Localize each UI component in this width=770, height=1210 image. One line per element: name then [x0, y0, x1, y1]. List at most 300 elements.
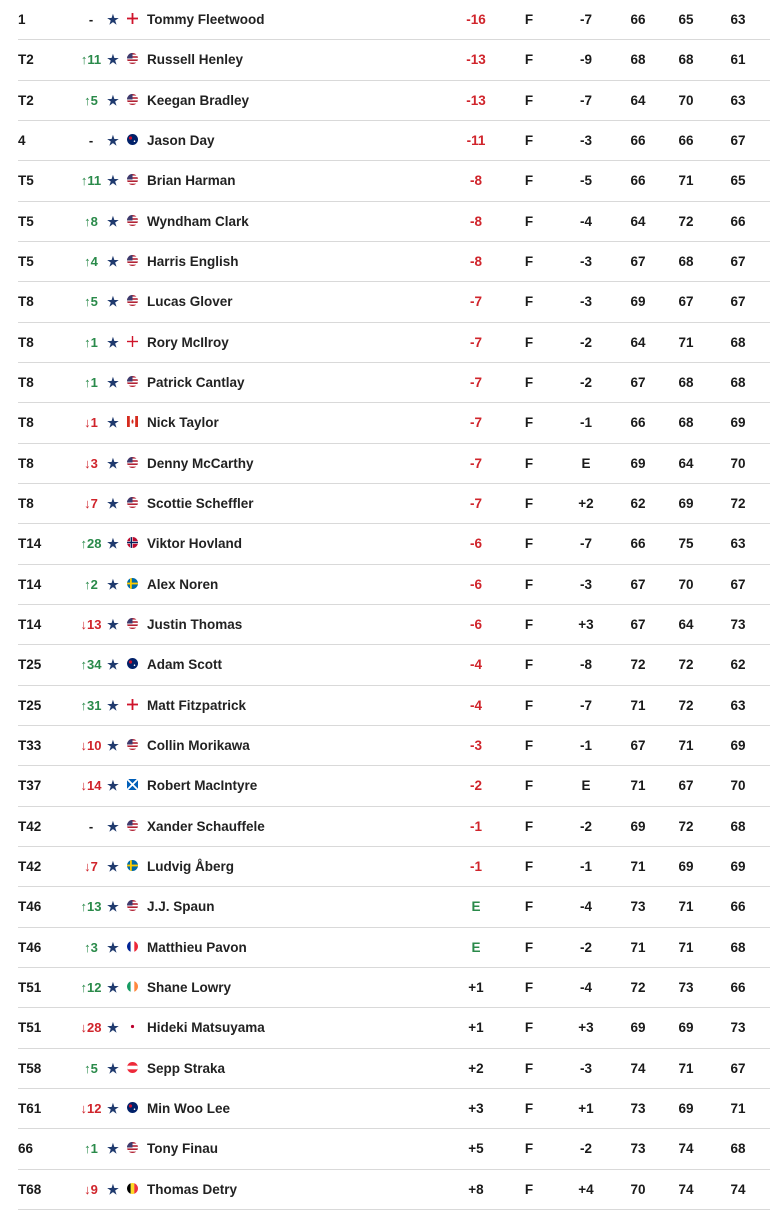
round-1-score: 67 [630, 374, 646, 390]
position-movement: ↑8 [84, 213, 98, 229]
today-score: -3 [579, 1060, 592, 1076]
position-movement: ↓7 [84, 858, 98, 874]
round-2-score: 67 [678, 778, 694, 794]
favorite-star-icon[interactable]: ★ [107, 1060, 119, 1076]
favorite-star-icon[interactable]: ★ [107, 1100, 119, 1116]
favorite-star-icon[interactable]: ★ [107, 1020, 119, 1036]
today-score: -3 [579, 132, 592, 148]
player-name[interactable]: Collin Morikawa [147, 737, 250, 753]
leaderboard-row[interactable] [18, 645, 770, 685]
usa-flag-icon [127, 1142, 138, 1153]
round-3-score: 63 [730, 536, 746, 552]
round-1-score: 69 [630, 1020, 646, 1036]
round-2-score: 71 [678, 939, 694, 955]
player-name[interactable]: Robert MacIntyre [147, 778, 258, 794]
round-2-score: 65 [678, 12, 694, 27]
today-score: -7 [579, 12, 592, 27]
total-to-par: -16 [466, 12, 486, 27]
thru: F [524, 1060, 534, 1076]
round-1-score: 67 [630, 576, 646, 592]
player-name[interactable]: Patrick Cantlay [147, 374, 245, 390]
today-score: E [581, 455, 591, 471]
leaderboard-row[interactable] [18, 0, 770, 40]
position-movement: ↑2 [84, 576, 98, 592]
thru: F [524, 294, 534, 310]
leaderboard-row[interactable] [18, 605, 770, 645]
round-3-score: 63 [730, 92, 746, 108]
round-1-score: 73 [630, 899, 646, 915]
player-name[interactable]: Min Woo Lee [147, 1100, 230, 1116]
today-score: -7 [579, 92, 592, 108]
round-3-score: 67 [730, 132, 746, 148]
position-movement: ↓14 [80, 778, 102, 794]
position: T61 [18, 1100, 42, 1116]
usa-flag-icon [127, 255, 138, 266]
round-3-score: 74 [730, 1181, 746, 1197]
thru: F [524, 415, 534, 431]
position: T68 [18, 1181, 42, 1197]
position: T2 [18, 52, 34, 68]
round-3-score: 69 [730, 737, 746, 753]
total-to-par: -7 [469, 374, 482, 390]
round-1-score: 69 [630, 294, 646, 310]
position: T14 [18, 576, 42, 592]
leaderboard-row[interactable] [18, 565, 770, 605]
player-name[interactable]: Denny McCarthy [147, 455, 254, 471]
round-1-score: 72 [630, 657, 646, 673]
position-movement: ↑34 [80, 657, 102, 673]
round-3-score: 73 [730, 1020, 746, 1036]
player-name[interactable]: Shane Lowry [147, 979, 232, 995]
leaderboard-row[interactable] [18, 928, 770, 968]
northern-ireland-flag-icon [127, 336, 138, 347]
leaderboard-row[interactable] [18, 766, 770, 806]
round-3-score: 68 [730, 939, 746, 955]
total-to-par: +8 [468, 1181, 484, 1197]
today-score: +4 [578, 1181, 594, 1197]
player-name[interactable]: Justin Thomas [147, 616, 243, 632]
position: T5 [18, 213, 34, 229]
position: T14 [18, 616, 42, 632]
today-score: -3 [579, 253, 592, 269]
round-2-score: 68 [678, 253, 694, 269]
position-movement: ↓9 [84, 1181, 98, 1197]
position: T8 [18, 495, 34, 511]
leaderboard-row[interactable] [18, 1049, 770, 1089]
leaderboard-row[interactable] [18, 686, 770, 726]
total-to-par: -7 [469, 455, 482, 471]
round-3-score: 66 [730, 899, 746, 915]
round-2-score: 72 [678, 818, 694, 834]
usa-flag-icon [127, 457, 138, 468]
total-to-par: +5 [468, 1141, 484, 1157]
leaderboard-row[interactable] [18, 323, 770, 363]
leaderboard-row[interactable] [18, 242, 770, 282]
round-2-score: 71 [678, 737, 694, 753]
today-score: -1 [579, 737, 592, 753]
position: T25 [18, 657, 42, 673]
thru: F [524, 778, 534, 794]
usa-flag-icon [127, 94, 138, 105]
favorite-star-icon[interactable]: ★ [107, 334, 119, 350]
position-movement: ↓3 [84, 455, 98, 471]
favorite-star-icon[interactable]: ★ [107, 132, 119, 148]
round-3-score: 68 [730, 334, 746, 350]
round-3-score: 63 [730, 697, 746, 713]
leaderboard-row[interactable] [18, 40, 770, 80]
total-to-par: -6 [469, 576, 482, 592]
leaderboard-row[interactable] [18, 484, 770, 524]
player-name[interactable]: Xander Schauffele [147, 818, 265, 834]
thru: F [524, 92, 534, 108]
player-name[interactable]: Tommy Fleetwood [147, 12, 265, 27]
position: T51 [18, 1020, 42, 1036]
today-score: +3 [578, 616, 594, 632]
round-1-score: 72 [630, 979, 646, 995]
canada-flag-icon [127, 416, 138, 427]
round-2-score: 72 [678, 657, 694, 673]
position-movement: ↑11 [80, 173, 102, 189]
position-movement: ↓12 [80, 1100, 102, 1116]
player-name[interactable]: Nick Taylor [147, 415, 219, 431]
position-movement: - [88, 12, 94, 27]
total-to-par: -6 [469, 616, 482, 632]
favorite-star-icon[interactable]: ★ [107, 778, 119, 794]
total-to-par: -11 [466, 132, 486, 148]
leaderboard-row[interactable] [18, 887, 770, 927]
round-3-score: 73 [730, 616, 746, 632]
favorite-star-icon[interactable]: ★ [107, 616, 119, 632]
player-name[interactable]: Viktor Hovland [147, 536, 243, 552]
france-flag-icon [127, 941, 138, 952]
player-name[interactable]: Lucas Glover [147, 294, 233, 310]
round-3-score: 72 [730, 495, 746, 511]
player-name[interactable]: Adam Scott [147, 657, 223, 673]
round-1-score: 73 [630, 1141, 646, 1157]
position-movement: ↑12 [80, 979, 102, 995]
total-to-par: -1 [469, 818, 482, 834]
player-name[interactable]: Tony Finau [147, 1141, 218, 1157]
round-1-score: 67 [630, 253, 646, 269]
usa-flag-icon [127, 739, 138, 750]
leaderboard-row[interactable] [18, 726, 770, 766]
position-movement: ↑1 [84, 334, 98, 350]
round-2-score: 69 [678, 858, 694, 874]
favorite-star-icon[interactable]: ★ [107, 253, 119, 269]
round-3-score: 68 [730, 1141, 746, 1157]
australia-flag-icon [127, 1102, 138, 1113]
total-to-par: -13 [466, 92, 486, 108]
leaderboard-row[interactable] [18, 81, 770, 121]
round-1-score: 67 [630, 616, 646, 632]
total-to-par: -8 [469, 253, 482, 269]
sweden-flag-icon [127, 860, 138, 871]
player-name[interactable]: Matthieu Pavon [147, 939, 247, 955]
position-movement: ↓28 [80, 1020, 102, 1036]
round-1-score: 71 [630, 858, 646, 874]
england-flag-icon [127, 699, 138, 710]
favorite-star-icon[interactable]: ★ [107, 697, 119, 713]
round-3-score: 70 [730, 778, 746, 794]
favorite-star-icon[interactable]: ★ [107, 374, 119, 390]
today-score: -2 [579, 939, 592, 955]
round-1-score: 69 [630, 455, 646, 471]
today-score: +2 [578, 495, 594, 511]
round-3-score: 69 [730, 415, 746, 431]
norway-flag-icon [127, 537, 138, 548]
leaderboard-row[interactable] [18, 202, 770, 242]
round-3-score: 68 [730, 374, 746, 390]
round-2-score: 68 [678, 374, 694, 390]
round-1-score: 71 [630, 778, 646, 794]
position-movement: ↑5 [84, 294, 98, 310]
usa-flag-icon [127, 174, 138, 185]
thru: F [524, 576, 534, 592]
player-name[interactable]: Rory McIlroy [147, 334, 229, 350]
player-name[interactable]: J.J. Spaun [147, 899, 215, 915]
round-3-score: 67 [730, 1060, 746, 1076]
ireland-flag-icon [127, 981, 138, 992]
round-2-score: 64 [678, 455, 694, 471]
round-2-score: 72 [678, 697, 694, 713]
thru: F [524, 899, 534, 915]
total-to-par: -13 [466, 52, 486, 68]
round-3-score: 66 [730, 979, 746, 995]
player-name[interactable]: Russell Henley [147, 52, 244, 68]
position: T58 [18, 1060, 42, 1076]
round-1-score: 66 [630, 536, 646, 552]
position: T8 [18, 334, 34, 350]
round-2-score: 64 [678, 616, 694, 632]
position: T8 [18, 415, 34, 431]
round-1-score: 66 [630, 12, 646, 27]
favorite-star-icon[interactable]: ★ [107, 173, 119, 189]
round-1-score: 69 [630, 818, 646, 834]
thru: F [524, 536, 534, 552]
today-score: -2 [579, 334, 592, 350]
round-3-score: 70 [730, 455, 746, 471]
usa-flag-icon [127, 215, 138, 226]
favorite-star-icon[interactable]: ★ [107, 536, 119, 552]
favorite-star-icon[interactable]: ★ [107, 657, 119, 673]
position: T42 [18, 858, 42, 874]
round-2-score: 69 [678, 495, 694, 511]
thru: F [524, 616, 534, 632]
round-3-score: 63 [730, 12, 746, 27]
round-1-score: 66 [630, 132, 646, 148]
position-movement: ↑28 [80, 536, 102, 552]
player-name[interactable]: Scottie Scheffler [147, 495, 254, 511]
round-1-score: 62 [630, 495, 646, 511]
round-3-score: 67 [730, 253, 746, 269]
favorite-star-icon[interactable]: ★ [107, 12, 119, 27]
position: T5 [18, 253, 34, 269]
leaderboard-row[interactable] [18, 807, 770, 847]
today-score: -2 [579, 1141, 592, 1157]
total-to-par: -1 [469, 858, 482, 874]
favorite-star-icon[interactable]: ★ [107, 213, 119, 229]
round-2-score: 70 [678, 92, 694, 108]
favorite-star-icon[interactable]: ★ [107, 1141, 119, 1157]
favorite-star-icon[interactable]: ★ [107, 979, 119, 995]
round-2-score: 69 [678, 1020, 694, 1036]
leaderboard-row[interactable] [18, 1008, 770, 1048]
player-name[interactable]: Jason Day [147, 132, 215, 148]
round-2-score: 70 [678, 576, 694, 592]
thru: F [524, 737, 534, 753]
england-flag-icon [127, 13, 138, 24]
position-movement: ↑5 [84, 1060, 98, 1076]
thru: F [524, 657, 534, 673]
today-score: -2 [579, 818, 592, 834]
player-name[interactable]: Brian Harman [147, 173, 236, 189]
round-3-score: 62 [730, 657, 746, 673]
leaderboard-row[interactable] [18, 1129, 770, 1169]
favorite-star-icon[interactable]: ★ [107, 737, 119, 753]
today-score: -4 [579, 979, 592, 995]
today-score: -2 [579, 374, 592, 390]
favorite-star-icon[interactable]: ★ [107, 294, 119, 310]
position-movement: ↑13 [80, 899, 102, 915]
position: T37 [18, 778, 42, 794]
thru: F [524, 1141, 534, 1157]
today-score: -7 [579, 536, 592, 552]
round-2-score: 69 [678, 1100, 694, 1116]
player-name[interactable]: Matt Fitzpatrick [147, 697, 247, 713]
position-movement: - [88, 132, 94, 148]
usa-flag-icon [127, 295, 138, 306]
position-movement: ↓10 [80, 737, 102, 753]
round-1-score: 67 [630, 737, 646, 753]
thru: F [524, 253, 534, 269]
leaderboard-row[interactable] [18, 121, 770, 161]
thru: F [524, 12, 534, 27]
thru: F [524, 52, 534, 68]
australia-flag-icon [127, 658, 138, 669]
leaderboard-row[interactable] [18, 363, 770, 403]
player-name[interactable]: Ludvig Åberg [147, 858, 234, 874]
today-score: E [581, 778, 591, 794]
round-1-score: 68 [630, 52, 646, 68]
round-2-score: 75 [678, 536, 694, 552]
total-to-par: -7 [469, 495, 482, 511]
round-2-score: 71 [678, 173, 694, 189]
total-to-par: +1 [468, 979, 484, 995]
position-movement: ↓7 [84, 495, 98, 511]
round-1-score: 64 [630, 92, 646, 108]
leaderboard-row[interactable] [18, 282, 770, 322]
position-movement: ↓13 [80, 616, 102, 632]
favorite-star-icon[interactable]: ★ [107, 576, 119, 592]
player-name[interactable]: Alex Noren [147, 576, 219, 592]
position: T42 [18, 818, 42, 834]
leaderboard-row[interactable] [18, 444, 770, 484]
player-name[interactable]: Keegan Bradley [147, 92, 250, 108]
position: T8 [18, 374, 34, 390]
position-movement: ↑1 [84, 374, 98, 390]
favorite-star-icon[interactable]: ★ [107, 92, 119, 108]
total-to-par: -6 [469, 536, 482, 552]
thru: F [524, 939, 534, 955]
leaderboard-row[interactable] [18, 1089, 770, 1129]
round-2-score: 68 [678, 415, 694, 431]
thru: F [524, 818, 534, 834]
round-3-score: 61 [730, 52, 746, 68]
today-score: -4 [579, 213, 592, 229]
australia-flag-icon [127, 134, 138, 145]
total-to-par: -3 [469, 737, 482, 753]
round-3-score: 69 [730, 858, 746, 874]
round-1-score: 71 [630, 697, 646, 713]
today-score: -4 [579, 899, 592, 915]
position: T46 [18, 939, 42, 955]
total-to-par: +3 [468, 1100, 484, 1116]
round-3-score: 65 [730, 173, 746, 189]
thru: F [524, 173, 534, 189]
leaderboard-row[interactable] [18, 161, 770, 201]
thru: F [524, 455, 534, 471]
favorite-star-icon[interactable]: ★ [107, 899, 119, 915]
favorite-star-icon[interactable]: ★ [107, 455, 119, 471]
leaderboard-row[interactable] [18, 524, 770, 564]
thru: F [524, 1181, 534, 1197]
round-1-score: 73 [630, 1100, 646, 1116]
player-name[interactable]: Thomas Detry [147, 1181, 238, 1197]
player-name[interactable]: Harris English [147, 253, 239, 269]
round-1-score: 64 [630, 334, 646, 350]
favorite-star-icon[interactable]: ★ [107, 415, 119, 431]
total-to-par: -2 [469, 778, 482, 794]
round-2-score: 73 [678, 979, 694, 995]
favorite-star-icon[interactable]: ★ [107, 858, 119, 874]
round-2-score: 67 [678, 294, 694, 310]
leaderboard-row[interactable] [18, 847, 770, 887]
position-movement: ↑3 [84, 939, 98, 955]
favorite-star-icon[interactable]: ★ [107, 495, 119, 511]
thru: F [524, 334, 534, 350]
leaderboard-row[interactable] [18, 968, 770, 1008]
position-movement: ↑5 [84, 92, 98, 108]
thru: F [524, 495, 534, 511]
player-name[interactable]: Wyndham Clark [147, 213, 249, 229]
favorite-star-icon[interactable]: ★ [107, 52, 119, 68]
thru: F [524, 213, 534, 229]
total-to-par: -7 [469, 415, 482, 431]
total-to-par: -7 [469, 294, 482, 310]
favorite-star-icon[interactable]: ★ [107, 939, 119, 955]
favorite-star-icon[interactable]: ★ [107, 1181, 119, 1197]
today-score: +1 [578, 1100, 594, 1116]
usa-flag-icon [127, 618, 138, 629]
position: 4 [18, 132, 26, 148]
round-1-score: 70 [630, 1181, 646, 1197]
player-name[interactable]: Hideki Matsuyama [147, 1020, 265, 1036]
round-2-score: 66 [678, 132, 694, 148]
total-to-par: -4 [469, 697, 482, 713]
favorite-star-icon[interactable]: ★ [107, 818, 119, 834]
usa-flag-icon [127, 53, 138, 64]
thru: F [524, 1020, 534, 1036]
round-1-score: 66 [630, 173, 646, 189]
leaderboard-row[interactable] [18, 1170, 770, 1210]
usa-flag-icon [127, 497, 138, 508]
position: 1 [18, 12, 26, 27]
leaderboard-row[interactable] [18, 403, 770, 443]
round-3-score: 71 [730, 1100, 746, 1116]
player-name[interactable]: Sepp Straka [147, 1060, 226, 1076]
round-2-score: 71 [678, 1060, 694, 1076]
position-movement: ↑1 [84, 1141, 98, 1157]
